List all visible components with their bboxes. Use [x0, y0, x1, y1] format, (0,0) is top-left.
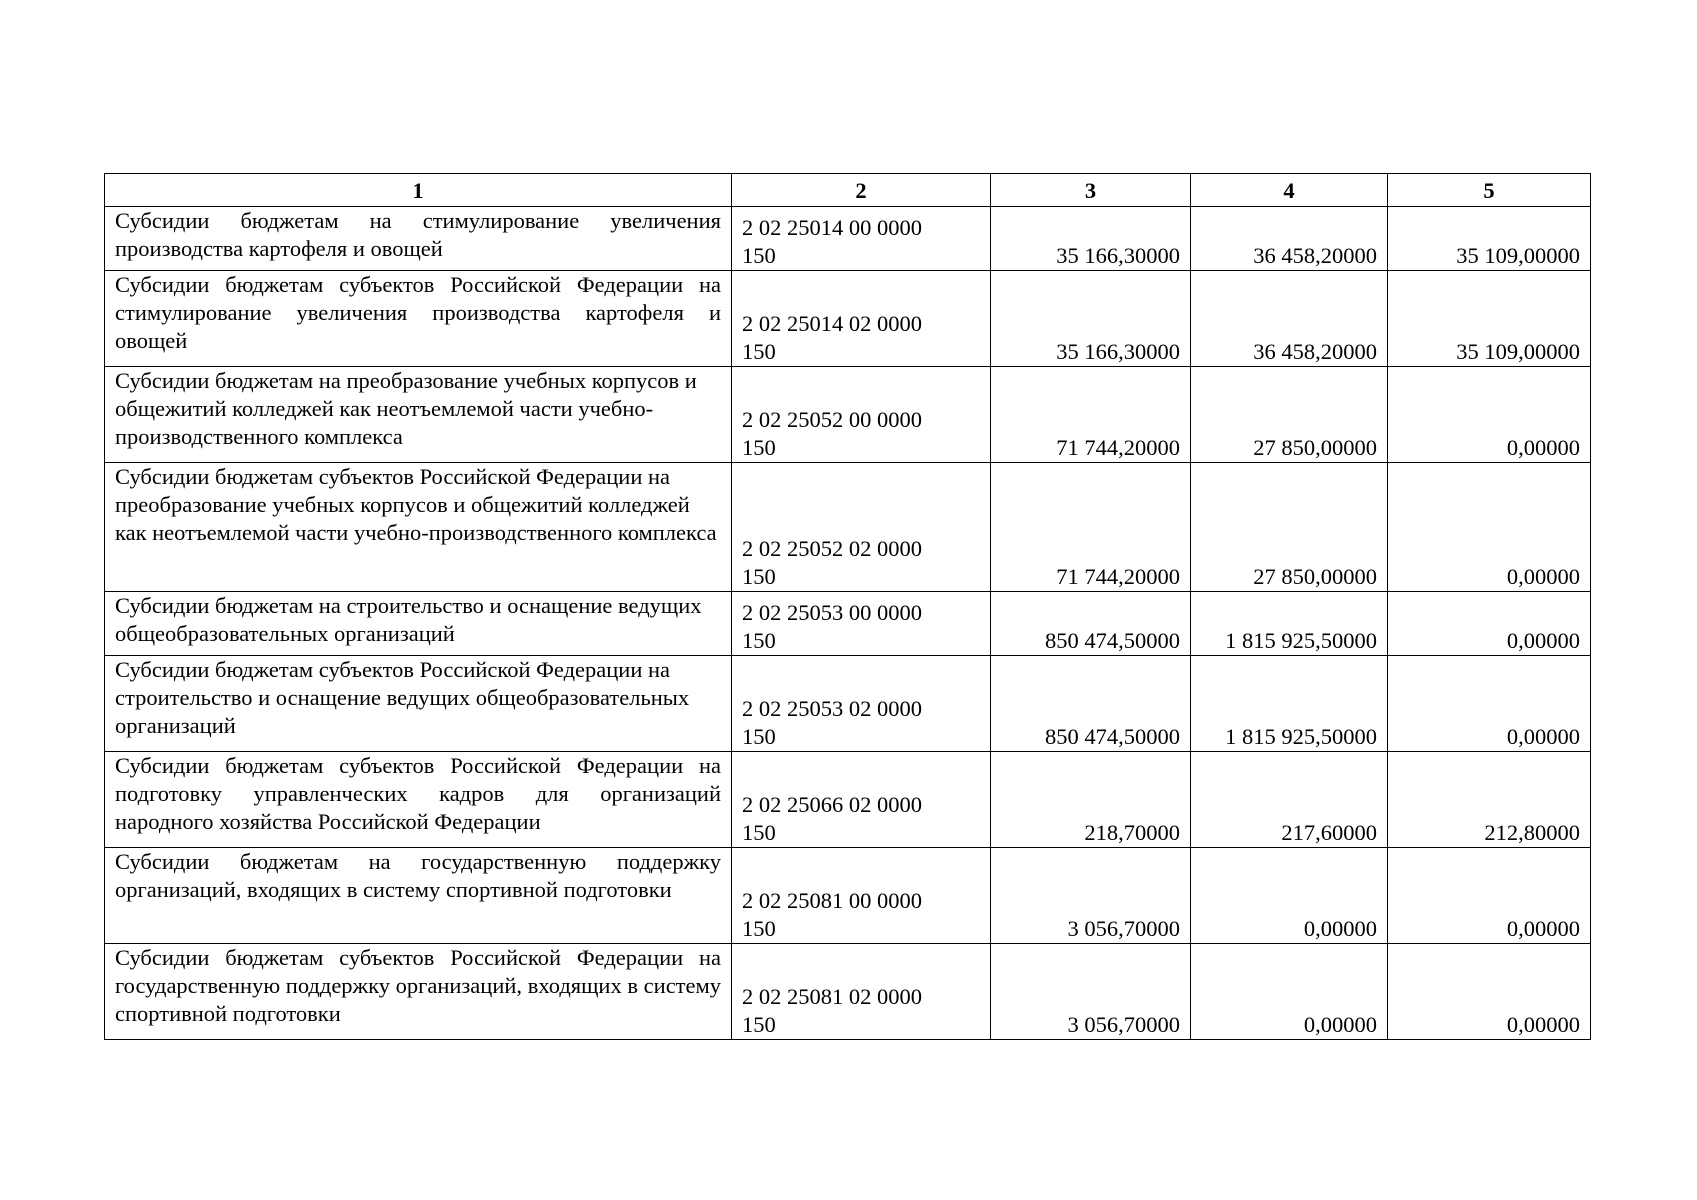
row-value-4: 36 458,20000 [1191, 271, 1388, 367]
row-value-3: 850 474,50000 [991, 592, 1191, 656]
row-value-4: 0,00000 [1191, 944, 1388, 1040]
row-value-5: 0,00000 [1388, 944, 1591, 1040]
row-code: 2 02 25053 00 0000 150 [732, 592, 991, 656]
table-row [105, 752, 1591, 848]
column-header-5: 5 [1388, 174, 1591, 207]
row-name: Субсидии бюджетам субъектов Российской Федерации на стимулирование увеличения производства картофеля и овощей [105, 271, 732, 367]
row-value-5: 0,00000 [1388, 463, 1591, 592]
row-name: Субсидии бюджетам субъектов Российской Федерации на строительство и оснащение ведущих общеобразовательных организаций [105, 656, 732, 752]
table-row [105, 944, 1591, 1040]
table-header-row [105, 174, 1591, 207]
row-value-5: 212,80000 [1388, 752, 1591, 848]
table-row [105, 656, 1591, 752]
row-value-5: 0,00000 [1388, 367, 1591, 463]
row-value-3: 218,70000 [991, 752, 1191, 848]
row-code: 2 02 25052 00 0000 150 [732, 367, 991, 463]
table-row [105, 207, 1591, 271]
row-value-5: 0,00000 [1388, 656, 1591, 752]
row-value-5: 0,00000 [1388, 848, 1591, 944]
budget-table [104, 173, 1591, 1040]
table-row [105, 592, 1591, 656]
row-value-4: 36 458,20000 [1191, 207, 1388, 271]
row-code: 2 02 25081 02 0000 150 [732, 944, 991, 1040]
row-code: 2 02 25014 02 0000 150 [732, 271, 991, 367]
row-name: Субсидии бюджетам на преобразование учебных корпусов и общежитий колледжей как неотъемлемой части учебно-производственного комплекса [105, 367, 732, 463]
table-row [105, 271, 1591, 367]
row-value-4: 1 815 925,50000 [1191, 656, 1388, 752]
row-value-5: 35 109,00000 [1388, 207, 1591, 271]
column-header-1: 1 [105, 174, 732, 207]
row-name: Субсидии бюджетам субъектов Российской Федерации на государственную поддержку организаций, входящих в систему спортивной подготовки [105, 944, 732, 1040]
row-value-3: 35 166,30000 [991, 271, 1191, 367]
row-code: 2 02 25081 00 0000 150 [732, 848, 991, 944]
row-value-5: 0,00000 [1388, 592, 1591, 656]
table-row [105, 367, 1591, 463]
column-header-2: 2 [732, 174, 991, 207]
row-value-3: 850 474,50000 [991, 656, 1191, 752]
row-value-3: 3 056,70000 [991, 848, 1191, 944]
row-name: Субсидии бюджетам на строительство и оснащение ведущих общеобразовательных организаций [105, 592, 732, 656]
row-value-4: 217,60000 [1191, 752, 1388, 848]
row-name: Субсидии бюджетам субъектов Российской Федерации на преобразование учебных корпусов и общежитий колледжей как неотъемлемой части учебно-производственного комплекса [105, 463, 732, 592]
row-value-3: 3 056,70000 [991, 944, 1191, 1040]
row-code: 2 02 25066 02 0000 150 [732, 752, 991, 848]
row-value-3: 71 744,20000 [991, 367, 1191, 463]
row-name: Субсидии бюджетам на государственную поддержку организаций, входящих в систему спортивной подготовки [105, 848, 732, 944]
row-name: Субсидии бюджетам субъектов Российской Федерации на подготовку управленческих кадров для организаций народного хозяйства Российской Федерации [105, 752, 732, 848]
row-value-4: 0,00000 [1191, 848, 1388, 944]
row-code: 2 02 25053 02 0000 150 [732, 656, 991, 752]
table-row [105, 463, 1591, 592]
row-value-3: 71 744,20000 [991, 463, 1191, 592]
row-value-4: 1 815 925,50000 [1191, 592, 1388, 656]
table-row [105, 848, 1591, 944]
row-name: Субсидии бюджетам на стимулирование увеличения производства картофеля и овощей [105, 207, 732, 271]
column-header-4: 4 [1191, 174, 1388, 207]
row-value-4: 27 850,00000 [1191, 367, 1388, 463]
row-code: 2 02 25014 00 0000 150 [732, 207, 991, 271]
row-code: 2 02 25052 02 0000 150 [732, 463, 991, 592]
row-value-5: 35 109,00000 [1388, 271, 1591, 367]
row-value-3: 35 166,30000 [991, 207, 1191, 271]
column-header-3: 3 [991, 174, 1191, 207]
row-value-4: 27 850,00000 [1191, 463, 1388, 592]
